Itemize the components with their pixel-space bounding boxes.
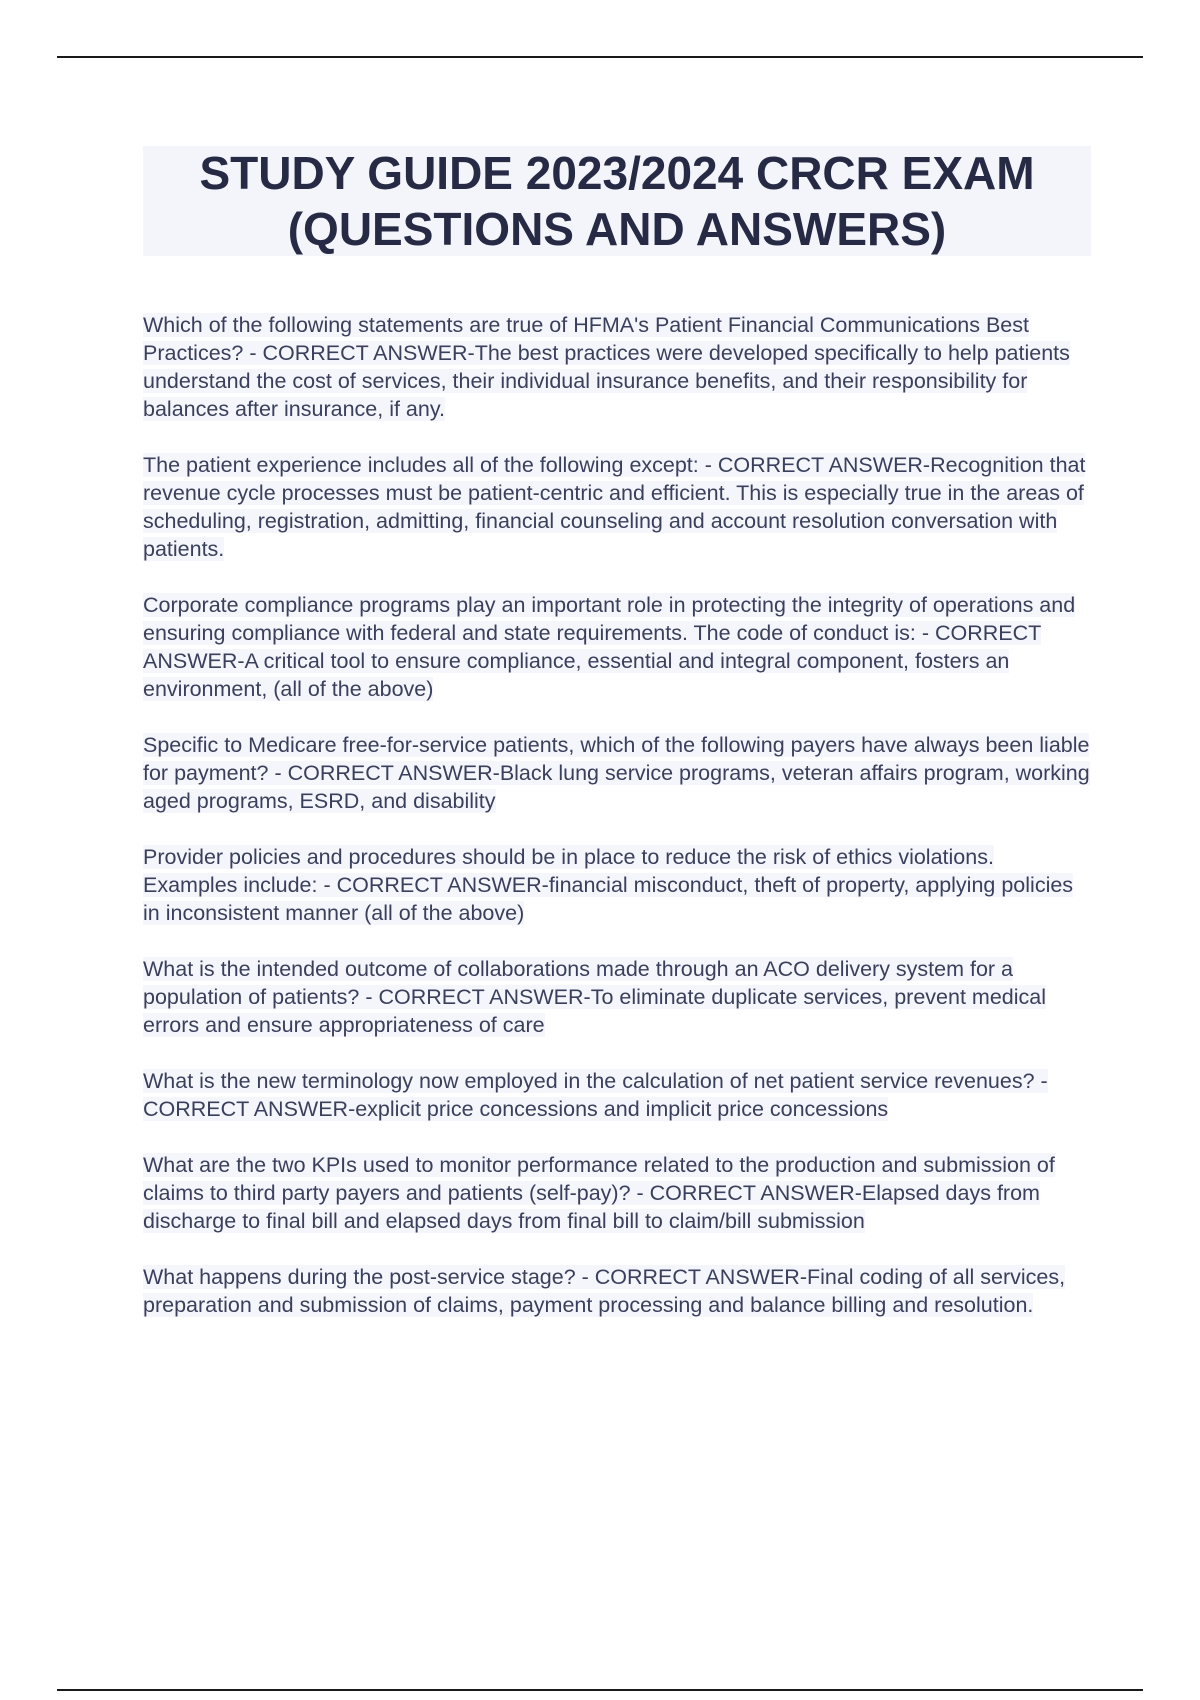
qa-item <box>143 451 1093 563</box>
qa-item <box>143 1263 1093 1319</box>
qa-text: The patient experience includes all of the following except: - CORRECT ANSWER-Recognition that revenue cycle processes must be patient-centric and efficient. This is especially true in the areas of scheduling, registration, admitting, financial counseling and account resolution conversation with patients. <box>143 453 1086 561</box>
bottom-divider <box>57 1689 1143 1691</box>
qa-item <box>143 1151 1093 1235</box>
qa-item <box>143 731 1093 815</box>
qa-text: What are the two KPIs used to monitor performance related to the production and submission of claims to third party payers and patients (self-pay)? - CORRECT ANSWER-Elapsed days from discharge to final bill and elapsed days from final bill to claim/bill submission <box>143 1153 1055 1233</box>
qa-list <box>143 311 1093 1347</box>
qa-text: What is the intended outcome of collaborations made through an ACO delivery system for a population of patients? - CORRECT ANSWER-To eliminate duplicate services, prevent medical errors and ensure appropriateness of care <box>143 957 1046 1037</box>
qa-item <box>143 955 1093 1039</box>
top-divider <box>57 56 1143 58</box>
qa-text: What is the new terminology now employed in the calculation of net patient service revenues? - CORRECT ANSWER-explicit price concessions and implicit price concessions <box>143 1069 1048 1121</box>
qa-text: Corporate compliance programs play an important role in protecting the integrity of operations and ensuring compliance with federal and state requirements. The code of conduct is: - CORRECT ANSWER-A critical tool to ensure compliance, essential and integral component, fosters an environment, (all of the above) <box>143 593 1076 701</box>
document-title <box>199 145 1034 257</box>
title-line-2: (QUESTIONS AND ANSWERS) <box>287 203 947 255</box>
qa-text: Specific to Medicare free-for-service patients, which of the following payers have always been liable for payment? - CORRECT ANSWER-Black lung service programs, veteran affairs program, working aged programs, ESRD, and disability <box>143 733 1090 813</box>
qa-item <box>143 591 1093 703</box>
qa-text: What happens during the post-service stage? - CORRECT ANSWER-Final coding of all services, preparation and submission of claims, payment processing and balance billing and resolution. <box>143 1265 1066 1317</box>
qa-text: Which of the following statements are true of HFMA's Patient Financial Communications Best Practices? - CORRECT ANSWER-The best practices were developed specifically to help patients understand the cost of services, their individual insurance benefits, and their responsibility for balances after insurance, if any. <box>143 313 1070 421</box>
qa-text: Provider policies and procedures should be in place to reduce the risk of ethics violations. Examples include: - CORRECT ANSWER-financial misconduct, theft of property, applying policies in inconsistent manner (all of the above) <box>143 845 1074 925</box>
title-block <box>143 146 1091 256</box>
title-line-1: STUDY GUIDE 2023/2024 CRCR EXAM <box>199 147 1035 199</box>
qa-item <box>143 843 1093 927</box>
qa-item <box>143 1067 1093 1123</box>
qa-item <box>143 311 1093 423</box>
